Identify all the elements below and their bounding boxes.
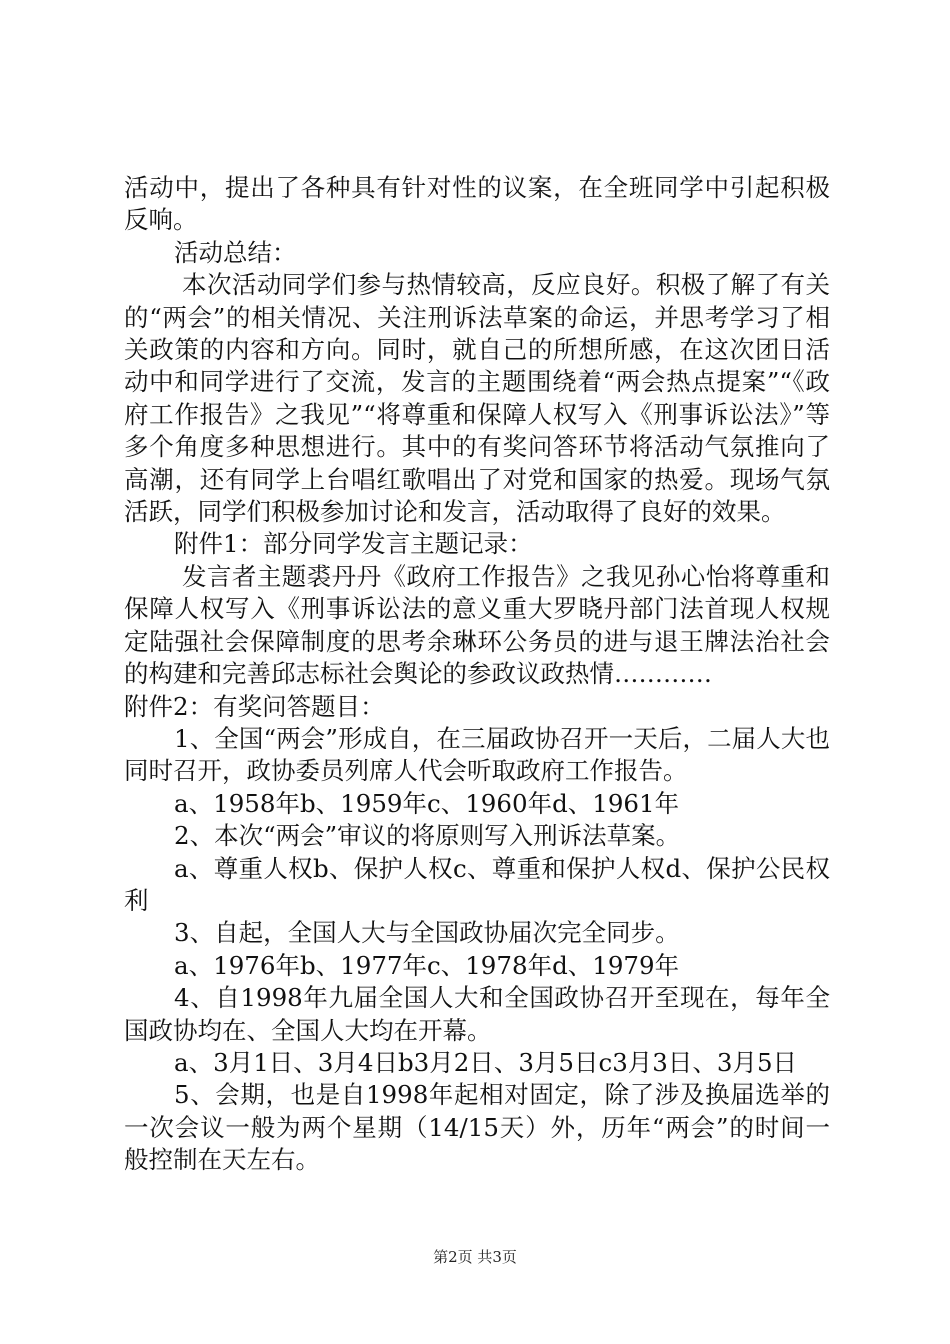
question: 5、会期，也是自1998年起相对固定，除了涉及换届选举的一次会议一般为两个星期（14/15天）外，历年“两会”的时间一般控制在天左右。 xyxy=(124,1080,830,1175)
body-text xyxy=(124,172,830,1177)
answer-options: a、1976年b、1977年c、1978年d、1979年 xyxy=(174,950,680,980)
question: 3、自起，全国人大与全国政协届次完全同步。 xyxy=(174,918,680,948)
paragraph: 活动中，提出了各种具有针对性的议案，在全班同学中引起积极反响。 xyxy=(124,173,830,235)
paragraph: 本次活动同学们参与热情较高，反应良好。积极了解了有关的“两会”的相关情况、关注刑诉法草案的命运，并思考学习了相关政策的内容和方向。同时，就自己的所想所感，在这次团日活动中和同学进行了交流，发言的主题围绕着“两会热点提案”“《政府工作报告》之我见”“将尊重和保障人权写入《刑事诉讼法》”等多个角度多种思想进行。其中的有奖问答环节将活动气氛推向了高潮，还有同学上台唱红歌唱出了对党和国家的热爱。现场气氛活跃，同学们积极参加讨论和发言，活动取得了良好的效果。 xyxy=(124,270,830,527)
question: 4、自1998年九届全国人大和全国政协召开至现在，每年全国政协均在、全国人大均在开幕。 xyxy=(124,983,830,1045)
question: 1、全国“两会”形成自，在三届政协召开一天后，二届人大也同时召开，政协委员列席人代会听取政府工作报告。 xyxy=(124,723,830,786)
page-footer: 第2页 共3页 xyxy=(433,1248,517,1266)
section-heading: 附件1：部分同学发言主题记录： xyxy=(174,529,533,559)
section-heading: 活动总结： xyxy=(174,237,297,267)
question: 2、本次“两会”审议的将原则写入刑诉法草案。 xyxy=(174,821,681,851)
paragraph: 发言者主题裘丹丹《政府工作报告》之我见孙心怡将尊重和保障人权写入《刑事诉讼法的意义重大罗晓丹部门法首现人权规定陆强社会保障制度的思考余琳环公务员的进与退王牌法治社会的构建和完善邱志标社会舆论的参政议政热情………… xyxy=(124,561,830,689)
section-heading: 附件2：有奖问答题目： xyxy=(124,691,385,721)
answer-options: a、1958年b、1959年c、1960年d、1961年 xyxy=(174,788,680,818)
answer-options: a、3月1日、3月4日b3月2日、3月5日c3月3日、3月5日 xyxy=(174,1047,798,1077)
answer-options: a、尊重人权b、保护人权c、尊重和保护人权d、保护公民权利 xyxy=(124,853,830,915)
